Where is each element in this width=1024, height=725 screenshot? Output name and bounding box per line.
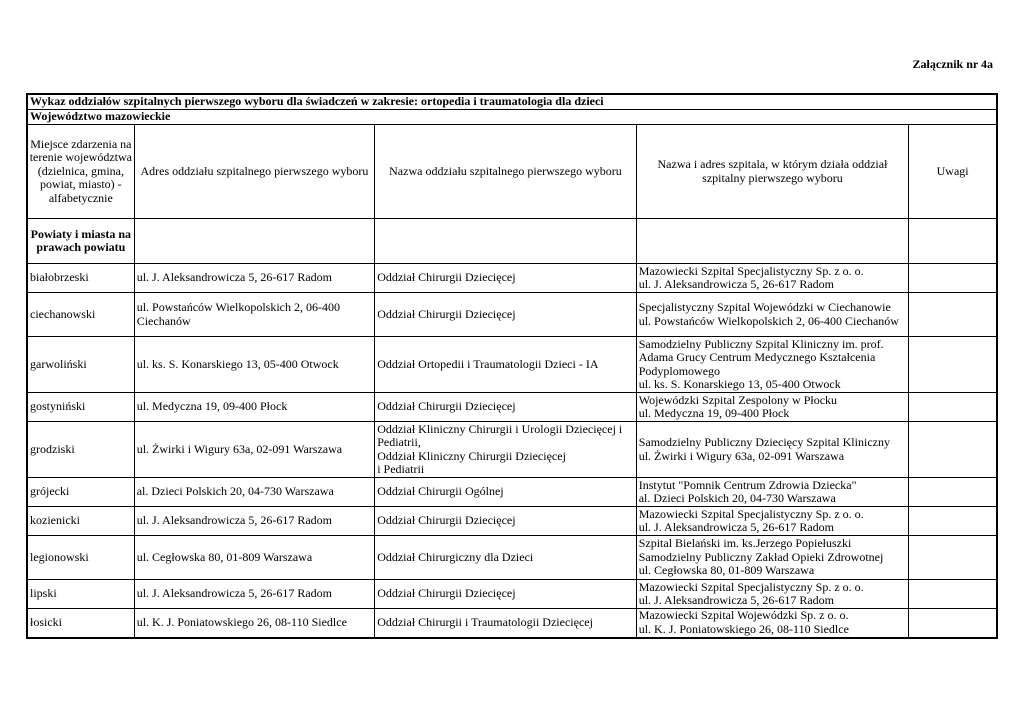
row-location: legionowski [27,536,134,580]
row-ward-address: ul. Cegłowska 80, 01-809 Warszawa [134,536,374,580]
row-hospital: Samodzielny Publiczny Szpital Kliniczny im. prof. Adama Grucy Centrum Medycznego Kształcenia Podyplomowego ul. ks. S. Konarskiego 13, 05-400 Otwock [636,337,909,393]
row-hospital: Szpital Bielański im. ks.Jerzego Popiełuszki Samodzielny Publiczny Zakład Opieki Zdrowotnej ul. Cegłowska 80, 01-809 Warszawa [636,536,909,580]
header-location: Miejsce zdarzenia na terenie województwa (dzielnica, gmina, powiat, miasto) - alfabetycznie [27,125,134,219]
row-ward-address: al. Dzieci Polskich 20, 04-730 Warszawa [134,478,374,507]
row-ward-address: ul. K. J. Poniatowskiego 26, 08-110 Siedlce [134,609,374,638]
row-ward-address: ul. J. Aleksandrowicza 5, 26-617 Radom [134,580,374,609]
row-location: gostyniński [27,393,134,422]
row-hospital: Mazowiecki Szpital Specjalistyczny Sp. z o. o. ul. J. Aleksandrowicza 5, 26-617 Radom [636,580,909,609]
row-location: ciechanowski [27,293,134,337]
row-ward-address: ul. J. Aleksandrowicza 5, 26-617 Radom [134,264,374,293]
row-notes [909,422,997,478]
row-ward-name: Oddział Chirurgii Dziecięcej [375,580,637,609]
row-ward-name: Oddział Chirurgii i Traumatologii Dziecięcej [375,609,637,638]
row-ward-address: ul. ks. S. Konarskiego 13, 05-400 Otwock [134,337,374,393]
table-row [27,337,997,393]
row-notes [909,337,997,393]
row-hospital: Samodzielny Publiczny Dziecięcy Szpital Kliniczny ul. Żwirki i Wigury 63a, 02-091 Warszawa [636,422,909,478]
header-ward-address: Adres oddziału szpitalnego pierwszego wyboru [134,125,374,219]
row-ward-address: ul. Medyczna 19, 09-400 Płock [134,393,374,422]
row-notes [909,609,997,638]
row-notes [909,536,997,580]
row-location: grodziski [27,422,134,478]
row-hospital: Instytut "Pomnik Centrum Zdrowia Dziecka" al. Dzieci Polskich 20, 04-730 Warszawa [636,478,909,507]
row-hospital: Mazowiecki Szpital Specjalistyczny Sp. z o. o. ul. J. Aleksandrowicza 5, 26-617 Radom [636,507,909,536]
hospital-wards-table [26,93,998,639]
row-ward-name: Oddział Ortopedii i Traumatologii Dzieci - IA [375,337,637,393]
row-notes [909,580,997,609]
section-label: Powiaty i miasta na prawach powiatu [27,219,134,264]
row-notes [909,293,997,337]
row-hospital: Specjalistyczny Szpital Wojewódzki w Ciechanowie ul. Powstańców Wielkopolskich 2, 06-400 Ciechanów [636,293,909,337]
table-row [27,478,997,507]
table-title: Wykaz oddziałów szpitalnych pierwszego wyboru dla świadczeń w zakresie: ortopedia i traumatologia dla dzieci [27,94,997,110]
annex-label: Załącznik nr 4a [912,57,993,71]
row-notes [909,478,997,507]
row-ward-name: Oddział Kliniczny Chirurgii i Urologii Dziecięcej i Pediatrii, Oddział Kliniczny Chirurgii Dziecięcej i Pediatrii [375,422,637,478]
table-row [27,507,997,536]
row-ward-name: Oddział Chirurgii Ogólnej [375,478,637,507]
row-location: garwoliński [27,337,134,393]
row-ward-name: Oddział Chirurgii Dziecięcej [375,264,637,293]
row-location: grójecki [27,478,134,507]
row-hospital: Mazowiecki Szpital Specjalistyczny Sp. z o. o. ul. J. Aleksandrowicza 5, 26-617 Radom [636,264,909,293]
row-ward-address: ul. J. Aleksandrowicza 5, 26-617 Radom [134,507,374,536]
table-row [27,293,997,337]
row-ward-name: Oddział Chirurgiczny dla Dzieci [375,536,637,580]
row-location: lipski [27,580,134,609]
row-notes [909,264,997,293]
row-location: kozienicki [27,507,134,536]
table-row [27,264,997,293]
row-location: łosicki [27,609,134,638]
row-ward-address: ul. Żwirki i Wigury 63a, 02-091 Warszawa [134,422,374,478]
voivodeship-label: Województwo mazowieckie [27,110,997,125]
row-location: białobrzeski [27,264,134,293]
table-row [27,609,997,638]
row-notes [909,393,997,422]
table-row [27,422,997,478]
row-ward-address: ul. Powstańców Wielkopolskich 2, 06-400 Ciechanów [134,293,374,337]
table-row [27,393,997,422]
header-notes: Uwagi [909,125,997,219]
row-ward-name: Oddział Chirurgii Dziecięcej [375,507,637,536]
header-ward-name: Nazwa oddziału szpitalnego pierwszego wyboru [375,125,637,219]
table-row [27,536,997,580]
row-ward-name: Oddział Chirurgii Dziecięcej [375,393,637,422]
row-ward-name: Oddział Chirurgii Dziecięcej [375,293,637,337]
row-hospital: Wojewódzki Szpital Zespolony w Płocku ul. Medyczna 19, 09-400 Płock [636,393,909,422]
row-notes [909,507,997,536]
header-hospital: Nazwa i adres szpitala, w którym działa oddział szpitalny pierwszego wyboru [636,125,909,219]
row-hospital: Mazowiecki Szpital Wojewódzki Sp. z o. o. ul. K. J. Poniatowskiego 26, 08-110 Siedlce [636,609,909,638]
table-row [27,580,997,609]
